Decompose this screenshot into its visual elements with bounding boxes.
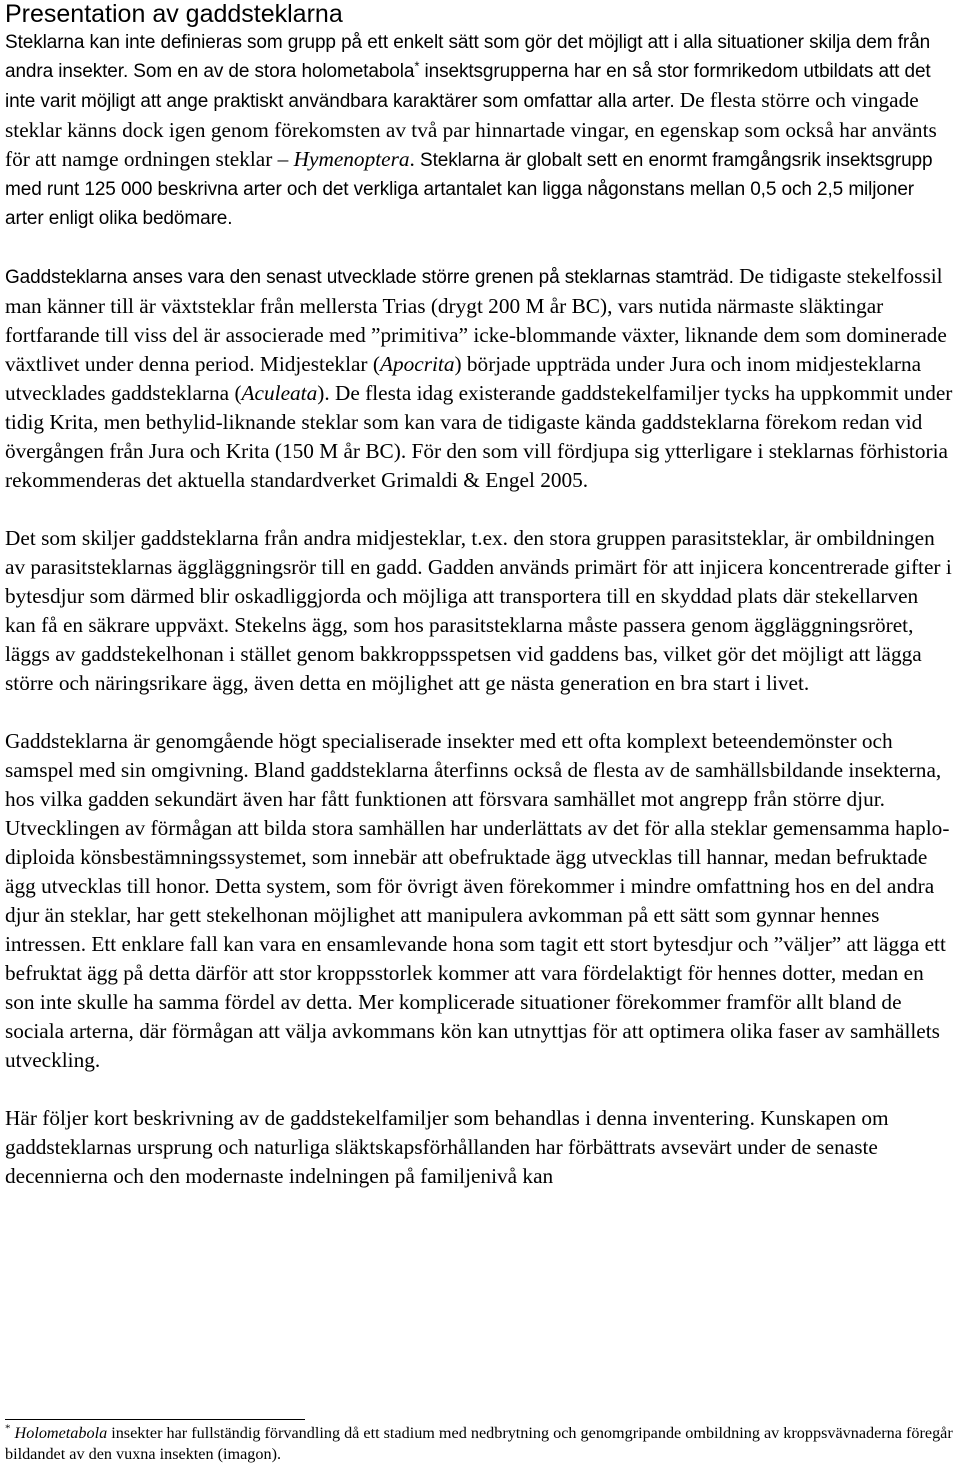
footnote-reference: *: [414, 58, 420, 74]
history-text-c: ) började uppträda under Jura och inom midjesteklarna utvecklades gaddsteklarna (: [5, 352, 922, 405]
paragraph-gap: [5, 495, 953, 524]
document-page: [5, 0, 953, 1191]
paragraph-gap: [5, 233, 953, 262]
history-text-b: De tidigaste stekelfossil man känner till är växtsteklar från mellersta Trias (drygt 200 M år BC), vars nutida närmaste släktingar fortfarande till viss del är associerade med ”primitiva” icke-blommande växter, liknande dem som dominerade växtlivet under denna period. Midjesteklar (: [5, 264, 947, 376]
footnote-text: insekter har fullständig förvandling då ett stadium med nedbrytning och genomgripande ombildning av kroppsvävnaderna föregår bildandet av den vuxna insekten (imagon).: [5, 1424, 953, 1463]
page-title: Presentation av gaddsteklarna: [5, 0, 343, 28]
intro-sentence-1: Steklarna kan inte definieras som grupp på ett enkelt sätt som gör det möjligt att i alla situationer skilja dem från andra insekter. Som en av de stora holometabola: [5, 32, 931, 82]
paragraph-gap: [5, 1075, 953, 1104]
intro-period: .: [409, 147, 415, 171]
footnote-divider: [5, 1419, 305, 1420]
footnote-term: Holometabola: [14, 1424, 108, 1442]
intro-sentence-3: De flesta större och vingade steklar känns dock igen genom förekomsten av två par hinnartade vingar, en egenskap som också har använts för att namge ordningen steklar –: [5, 88, 937, 171]
history-sentence-1: Gaddsteklarna anses vara den senast utvecklade större grenen på steklarnas stamträd.: [5, 267, 734, 288]
history-term-apocrita: Apocrita: [379, 352, 455, 376]
history-text-d: ). De flesta idag existerande gaddstekelfamiljer tycks ha uppkommit under tidig Krita, men bethylid-liknande steklar som kan vara de tidigaste kända gaddsteklarna förekom redan vid övergången från Jura och Krita (150 M år BC). För den som vill fördjupa sig ytterligare i steklarnas förhistoria rekommenderas det aktuella standardverket Grimaldi & Engel 2005.: [5, 381, 953, 492]
history-term-aculeata: Aculeata: [241, 381, 318, 405]
footnote: [5, 1423, 953, 1465]
paragraph-sting: Det som skiljer gaddsteklarna från andra midjesteklar, t.ex. den stora gruppen parasitsteklar, är ombildningen av parasitsteklarnas äggläggningsrör till en gadd. Gadden används primärt för att injicera koncentrerade gifter i bytesdjur som därmed blir oskadliggjorda och möjliga att transportera till en skyddad plats där stekellarven kan få en säkrare uppväxt. Stekelns ägg, som hos parasitsteklarna måste passera genom äggläggningsröret, läggs av gaddstekelhonan i stället genom bakkroppsspetsen vid gaddens bas, vilket gör det möjligt att lägga större och näringsrikare ägg, även detta en möjlighet att ge nästa generation en bra start i livet.: [5, 526, 952, 695]
paragraph-intro: [5, 28, 953, 233]
footnote-mark: *: [5, 1422, 11, 1435]
intro-sentence-2: insektsgrupperna har en så stor formrikedom utbildats att det inte varit möjligt att ange praktiskt användbara karaktärer som omfattar alla arter.: [5, 61, 931, 112]
intro-sentence-4: Steklarna är globalt sett en enormt framgångsrik insektsgrupp med runt 125 000 beskrivna arter och det verkliga artantalet kan ligga någonstans mellan 0,5 och 2,5 miljoner arter enligt olika bedömare.: [5, 150, 933, 229]
intro-term-hymenoptera: Hymenoptera: [293, 147, 410, 171]
paragraph-behaviour: Gaddsteklarna är genomgående högt specialiserade insekter med ett ofta komplext beteendemönster och samspel med sin omgivning. Bland gaddsteklarna återfinns också de flesta av de samhällsbildande insekterna, hos vilka gadden sekundärt även har fått funktionen att försvara samhället mot angrepp från större djur. Utvecklingen av förmågan att bilda stora samhällen har underlättats av det för alla steklar gemensamma haplo-diploida könsbestämningssystemet, som innebär att obefruktade ägg utvecklas till hannar, medan befruktade ägg utvecklas till honor. Detta system, som för övrigt även förekommer i mindre omfattning hos en del andra djur än steklar, har gett stekelhonan möjlighet att manipulera avkomman på ett sätt som gynnar hennes intressen. Ett enklare fall kan vara en ensamlevande hona som tagit ett stort bytesdjur och ”väljer” att lägga ett befruktat ägg på detta därför att stor kroppsstorlek kommer att vara fördelaktigt för hennes dotter, medan en son inte skulle ha samma fördel av detta. Mer komplicerade situationer förekommer framför allt bland de sociala arterna, där förmågan att välja avkommans kön kan utnyttjas för att optimera olika faser av samhällets utveckling.: [5, 729, 950, 1072]
paragraph-families: Här följer kort beskrivning av de gaddstekelfamiljer som behandlas i denna inventering. Kunskapen om gaddsteklarnas ursprung och naturliga släktskapsförhållanden har förbättrats avsevärt under de senaste decennierna och den modernaste indelningen på familjenivå kan: [5, 1106, 889, 1188]
paragraph-history: [5, 262, 953, 495]
paragraph-gap: [5, 698, 953, 727]
